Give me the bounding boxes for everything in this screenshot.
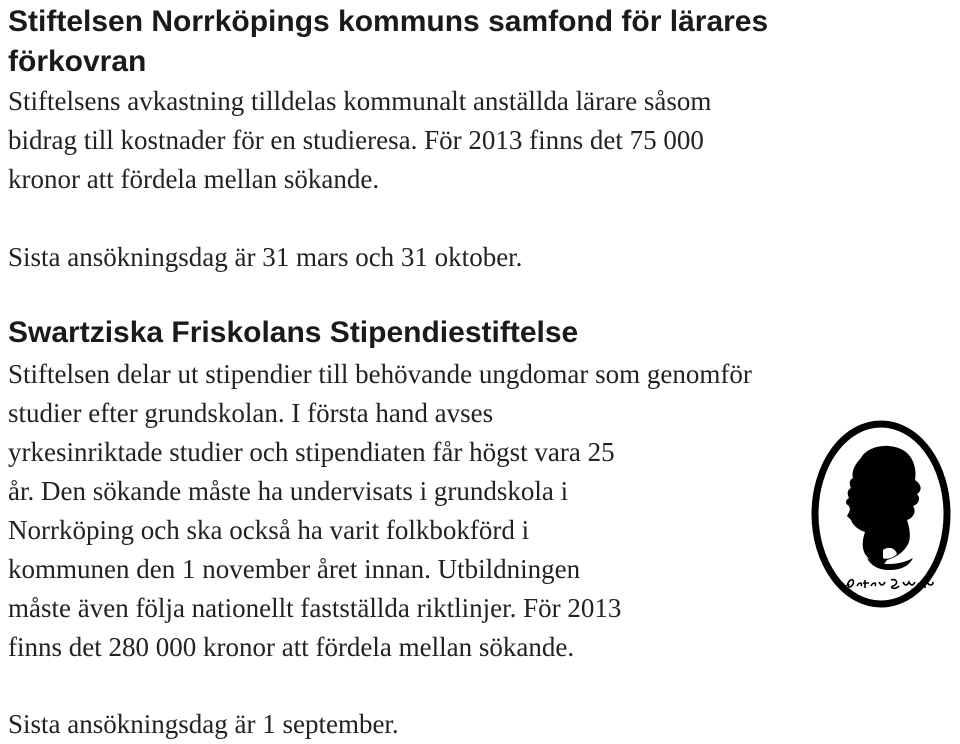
section2-body-line: år. Den sökande måste ha undervisats i grundskola i xyxy=(8,476,569,506)
section1-deadline: Sista ansökningsdag är 31 mars och 31 oktober. xyxy=(8,242,523,272)
section2-body-line: finns det 280 000 kronor att fördela mellan sökande. xyxy=(8,632,575,662)
section2-heading: Swartziska Friskolans Stipendiestiftelse xyxy=(8,316,579,349)
section1-body-line: kronor att fördela mellan sökande. xyxy=(8,164,380,194)
section2-body-line: måste även följa nationellt fastställda riktlinjer. För 2013 xyxy=(8,593,622,623)
section2-deadline: Sista ansökningsdag är 1 september. xyxy=(8,709,399,739)
section1-body-line: bidrag till kostnader för en studieresa. För 2013 finns det 75 000 xyxy=(8,125,704,155)
section2-body-line: studier efter grundskolan. I första hand avses xyxy=(8,398,494,428)
section1-heading-line: Stiftelsen Norrköpings kommuns samfond för lärares xyxy=(8,5,769,38)
silhouette-portrait-icon xyxy=(809,418,953,610)
section1-body-line: Stiftelsens avkastning tilldelas kommunalt anställda lärare såsom xyxy=(8,86,712,116)
section1-heading-line: förkovran xyxy=(8,45,147,78)
section2-body-line: kommunen den 1 november året innan. Utbildningen xyxy=(8,554,581,584)
section2-body-line: yrkesinriktade studier och stipendiaten får högst vara 25 xyxy=(8,437,615,467)
section2-body-line: Stiftelsen delar ut stipendier till behövande ungdomar som genomför xyxy=(8,359,752,389)
section1-heading xyxy=(8,2,948,82)
section2-body-line: Norrköping och ska också ha varit folkbokförd i xyxy=(8,515,530,545)
section2-body-narrow xyxy=(8,433,798,667)
section1-body xyxy=(8,82,908,199)
